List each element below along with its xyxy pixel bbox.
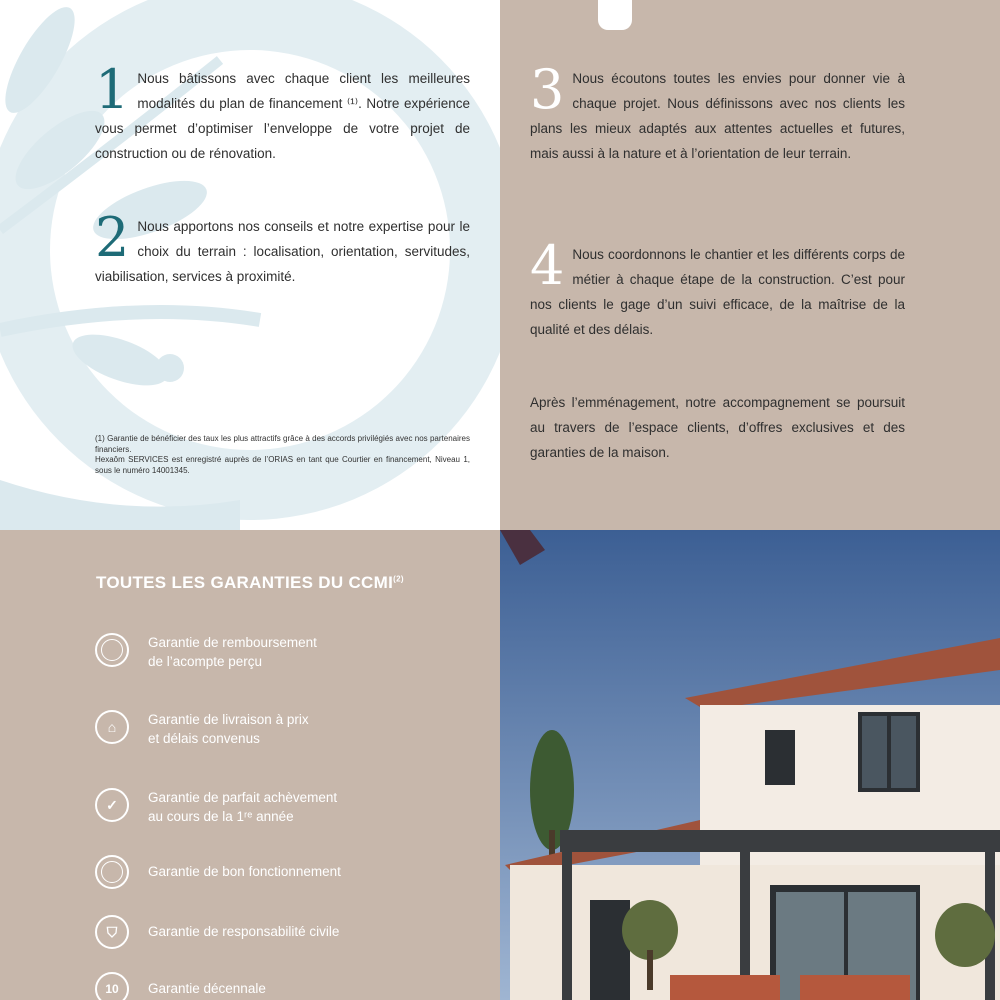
top-tab-decoration <box>598 0 632 30</box>
guarantee-line: Garantie de livraison à prix <box>148 712 309 727</box>
guarantee-line: Garantie décennale <box>148 981 266 996</box>
guarantee-item <box>95 710 475 754</box>
step-text: Nous apportons nos conseils et notre expertise pour le choix du terrain : localisation, orientation, servitudes, viabilisation, services à proximité. <box>95 219 470 284</box>
step-text: Nous bâtissons avec chaque client les meilleures modalités du plan de financement ⁽¹⁾. Notre expérience vous permet d’optimiser l’enveloppe de votre projet de construction ou de rénovation. <box>95 71 470 161</box>
guarantee-line: Garantie de remboursement <box>148 635 317 650</box>
guarantee-line: de l’acompte perçu <box>148 654 263 669</box>
top-right-panel <box>500 0 1000 530</box>
shield-icon: ⛉ <box>95 915 129 949</box>
house-hand-icon: ⌂ <box>95 710 129 744</box>
guarantee-text <box>148 710 309 748</box>
refund-icon <box>95 633 129 667</box>
step-text: Nous coordonnons le chantier et les différents corps de métier à chaque étape de la construction. C’est pour nos clients le gage d’un suivi efficace, de la maîtrise de la qualité et des délais. <box>530 247 905 337</box>
step-number: 1 <box>95 58 130 121</box>
badge-icon <box>95 855 129 889</box>
guarantee-item <box>95 855 475 899</box>
guarantee-item <box>95 633 475 677</box>
guarantee-text <box>148 633 317 671</box>
step-3 <box>530 58 905 166</box>
step-4 <box>530 234 905 342</box>
guarantee-text <box>148 862 341 881</box>
guarantee-line: Garantie de bon fonctionnement <box>148 864 341 879</box>
guarantee-text <box>148 788 337 826</box>
footnote-line: Hexaôm SERVICES est enregistré auprès de l’ORIAS en tant que Courtier en financement, Niveau 1, sous le numéro 14001345. <box>95 455 470 475</box>
guarantee-line: et délais convenus <box>148 731 260 746</box>
step-1 <box>95 58 470 166</box>
guarantees-title-sup: (2) <box>393 574 404 584</box>
guarantee-line: au cours de la 1ʳᵉ année <box>148 809 294 824</box>
guarantee-item <box>95 972 475 1000</box>
guarantee-line: Garantie de responsabilité civile <box>148 924 340 939</box>
guarantee-text <box>148 979 266 998</box>
house-photo <box>500 530 1000 1000</box>
top-left-panel <box>0 0 500 530</box>
guarantee-item <box>95 915 475 959</box>
step-number: 4 <box>530 234 565 297</box>
ten-year-icon: 10 <box>95 972 129 1000</box>
step-number: 3 <box>530 58 565 121</box>
guarantees-title <box>96 573 404 593</box>
completion-icon: ✓ <box>95 788 129 822</box>
step-number: 2 <box>95 206 130 269</box>
step-2 <box>95 206 470 289</box>
house-illustration <box>500 530 1000 1000</box>
guarantees-panel <box>0 530 500 1000</box>
guarantee-text <box>148 922 339 941</box>
after-text: Après l’emménagement, notre accompagnement se poursuit au travers de l’espace clients, d’offres exclusives et des garanties de la maison. <box>530 395 905 460</box>
step-text: Nous écoutons toutes les envies pour donner vie à chaque projet. Nous définissons avec nos clients les plans les mieux adaptés aux attentes actuelles et futures, mais aussi à la nature et à l’orientation de leur terrain. <box>530 71 905 161</box>
guarantee-line: Garantie de parfait achèvement <box>148 790 338 805</box>
guarantees-title-text: TOUTES LES GARANTIES DU CCMI <box>96 573 394 592</box>
footnote <box>95 434 470 476</box>
footnote-line: (1) Garantie de bénéficier des taux les plus attractifs grâce à des accords privilégiés avec nos partenaires financiers. <box>95 434 470 454</box>
guarantee-item <box>95 788 475 832</box>
